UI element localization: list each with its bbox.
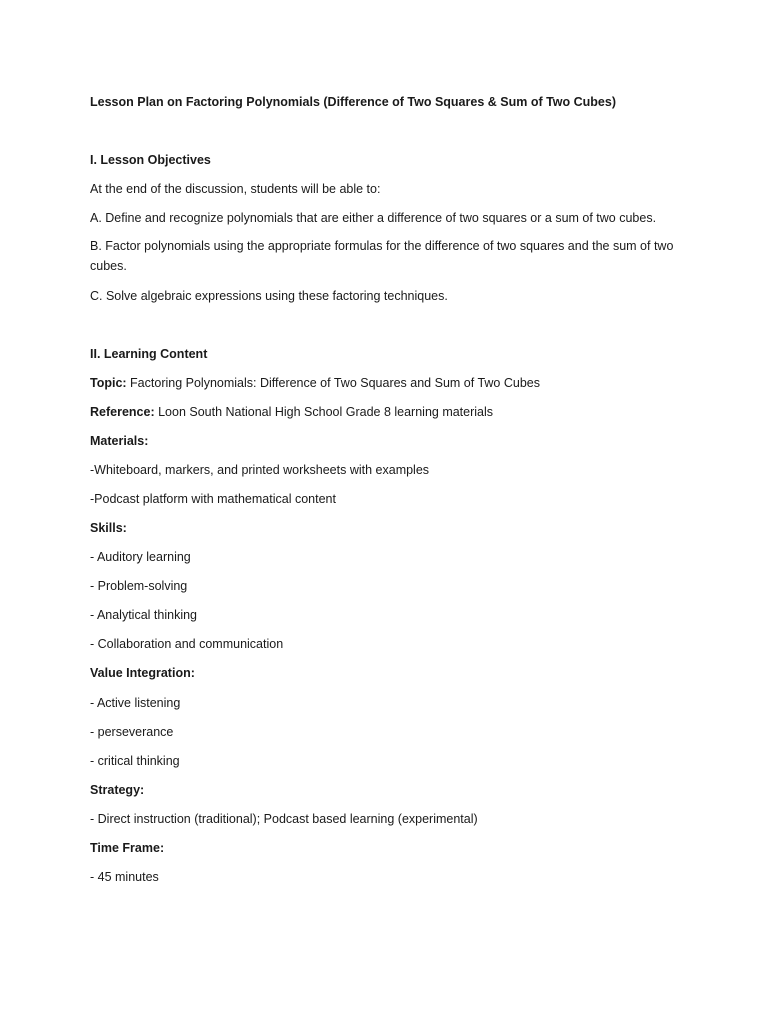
timeframe-label: Time Frame:: [90, 841, 165, 855]
reference-label: Reference:: [90, 405, 155, 419]
topic-value: Factoring Polynomials: Difference of Two Squares and Sum of Two Cubes: [126, 376, 540, 390]
values-item: - perseverance: [90, 725, 174, 739]
materials-label: Materials:: [90, 434, 149, 448]
reference-value: Loon South National High School Grade 8 learning materials: [154, 405, 494, 419]
strategy-label: Strategy:: [90, 783, 145, 797]
materials-item: -Whiteboard, markers, and printed worksheets with examples: [90, 463, 430, 477]
values-item: - Active listening: [90, 696, 181, 710]
objective-item: C. Solve algebraic expressions using these factoring techniques.: [90, 289, 448, 303]
reference-line: [90, 404, 675, 420]
objectives-heading: I. Lesson Objectives: [90, 153, 211, 167]
skills-item: - Collaboration and communication: [90, 637, 284, 651]
topic-label: Topic:: [90, 376, 127, 390]
skills-item: - Auditory learning: [90, 550, 191, 564]
objective-item: B. Factor polynomials using the appropriate formulas for the difference of two squares and the sum of two cubes.: [90, 239, 674, 273]
values-item: - critical thinking: [90, 754, 180, 768]
objectives-intro: At the end of the discussion, students will be able to:: [90, 182, 381, 196]
skills-item: - Problem-solving: [90, 579, 188, 593]
document-title: Lesson Plan on Factoring Polynomials (Difference of Two Squares & Sum of Two Cubes): [90, 95, 616, 109]
objective-item: A. Define and recognize polynomials that are either a difference of two squares or a sum of two cubes.: [90, 211, 657, 225]
learning-content-heading: II. Learning Content: [90, 347, 208, 361]
materials-item: -Podcast platform with mathematical content: [90, 492, 336, 506]
topic-line: [90, 375, 675, 391]
strategy-value: - Direct instruction (traditional); Podcast based learning (experimental): [90, 812, 478, 826]
skills-item: - Analytical thinking: [90, 608, 198, 622]
timeframe-value: - 45 minutes: [90, 870, 159, 884]
skills-label: Skills:: [90, 521, 127, 535]
values-label: Value Integration:: [90, 666, 195, 680]
